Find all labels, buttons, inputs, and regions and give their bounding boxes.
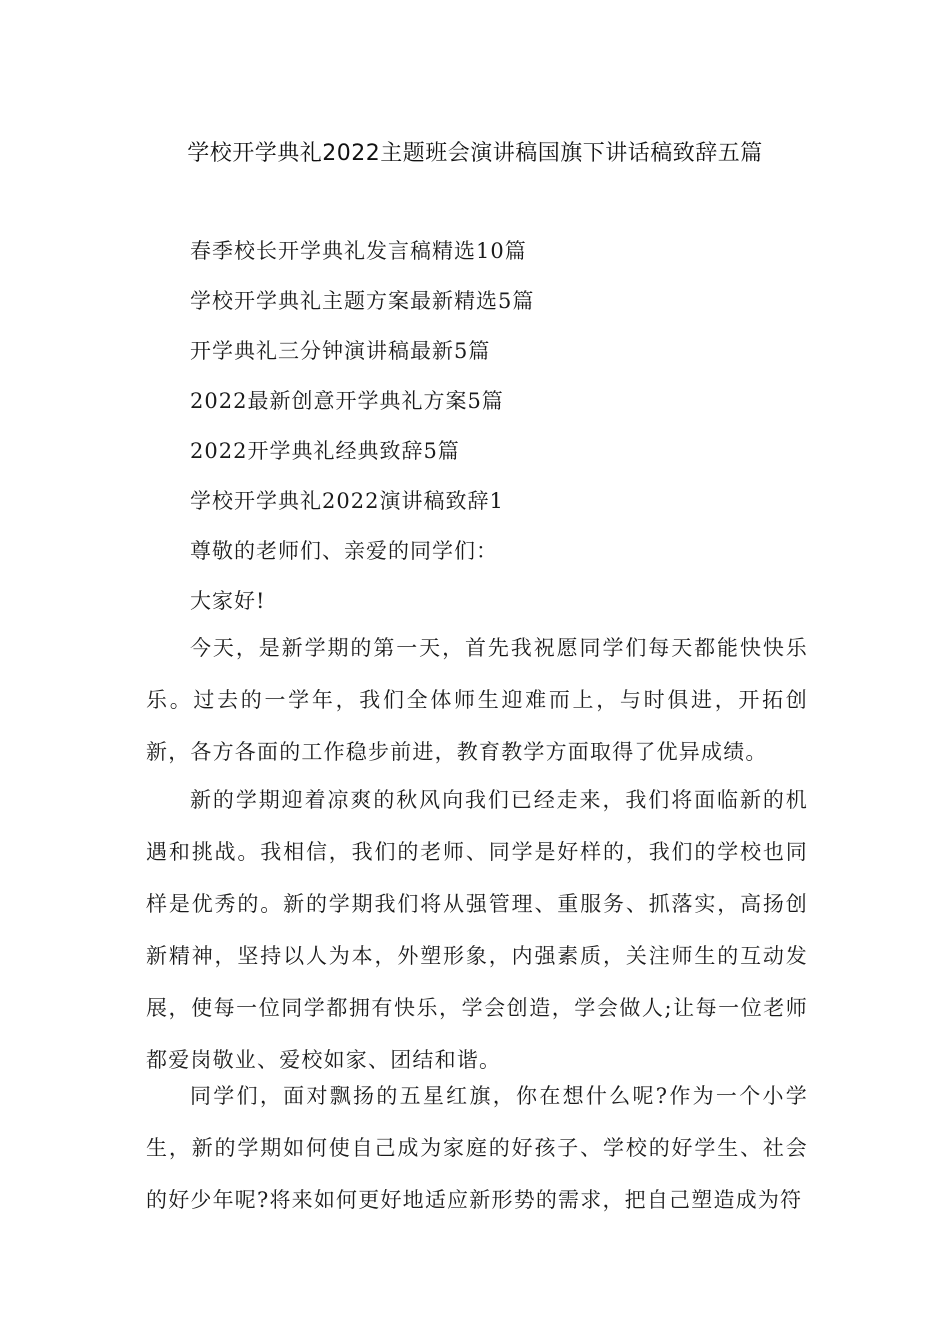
- body-paragraph: 同学们，面对飘扬的五星红旗，你在想什么呢?作为一个小学生，新的学期如何使自己成为家庭的好孩子、学校的好学生、社会的好少年呢?将来如何更好地适应新形势的需求，把自己塑造成为符: [146, 1084, 808, 1212]
- document-title: 学校开学典礼2022主题班会演讲稿国旗下讲话稿致辞五篇: [187, 141, 763, 166]
- salutation: 尊敬的老师们、亲爱的同学们：: [190, 539, 498, 563]
- related-article-link[interactable]: 2022最新创意开学典礼方案5篇: [190, 389, 504, 413]
- related-article-link[interactable]: 春季校长开学典礼发言稿精选10篇: [190, 239, 527, 263]
- related-article-link[interactable]: 开学典礼三分钟演讲稿最新5篇: [190, 339, 491, 363]
- greeting: 大家好!: [190, 589, 266, 613]
- body-paragraph: 今天，是新学期的第一天，首先我祝愿同学们每天都能快快乐乐。过去的一学年，我们全体师生迎难而上，与时俱进，开拓创新，各方各面的工作稳步前进，教育教学方面取得了优异成绩。: [146, 636, 808, 764]
- related-article-link[interactable]: 学校开学典礼2022演讲稿致辞1: [190, 489, 504, 513]
- body-paragraph: 新的学期迎着凉爽的秋风向我们已经走来，我们将面临新的机遇和挑战。我相信，我们的老师、同学是好样的，我们的学校也同样是优秀的。新的学期我们将从强管理、重服务、抓落实，高扬创新精神，坚持以人为本，外塑形象，内强素质，关注师生的互动发展，使每一位同学都拥有快乐，学会创造，学会做人;让每一位老师都爱岗敬业、爱校如家、团结和谐。: [146, 788, 808, 1072]
- related-article-link[interactable]: 2022开学典礼经典致辞5篇: [190, 439, 460, 463]
- related-article-link[interactable]: 学校开学典礼主题方案最新精选5篇: [190, 289, 535, 313]
- related-articles-list: [190, 236, 534, 536]
